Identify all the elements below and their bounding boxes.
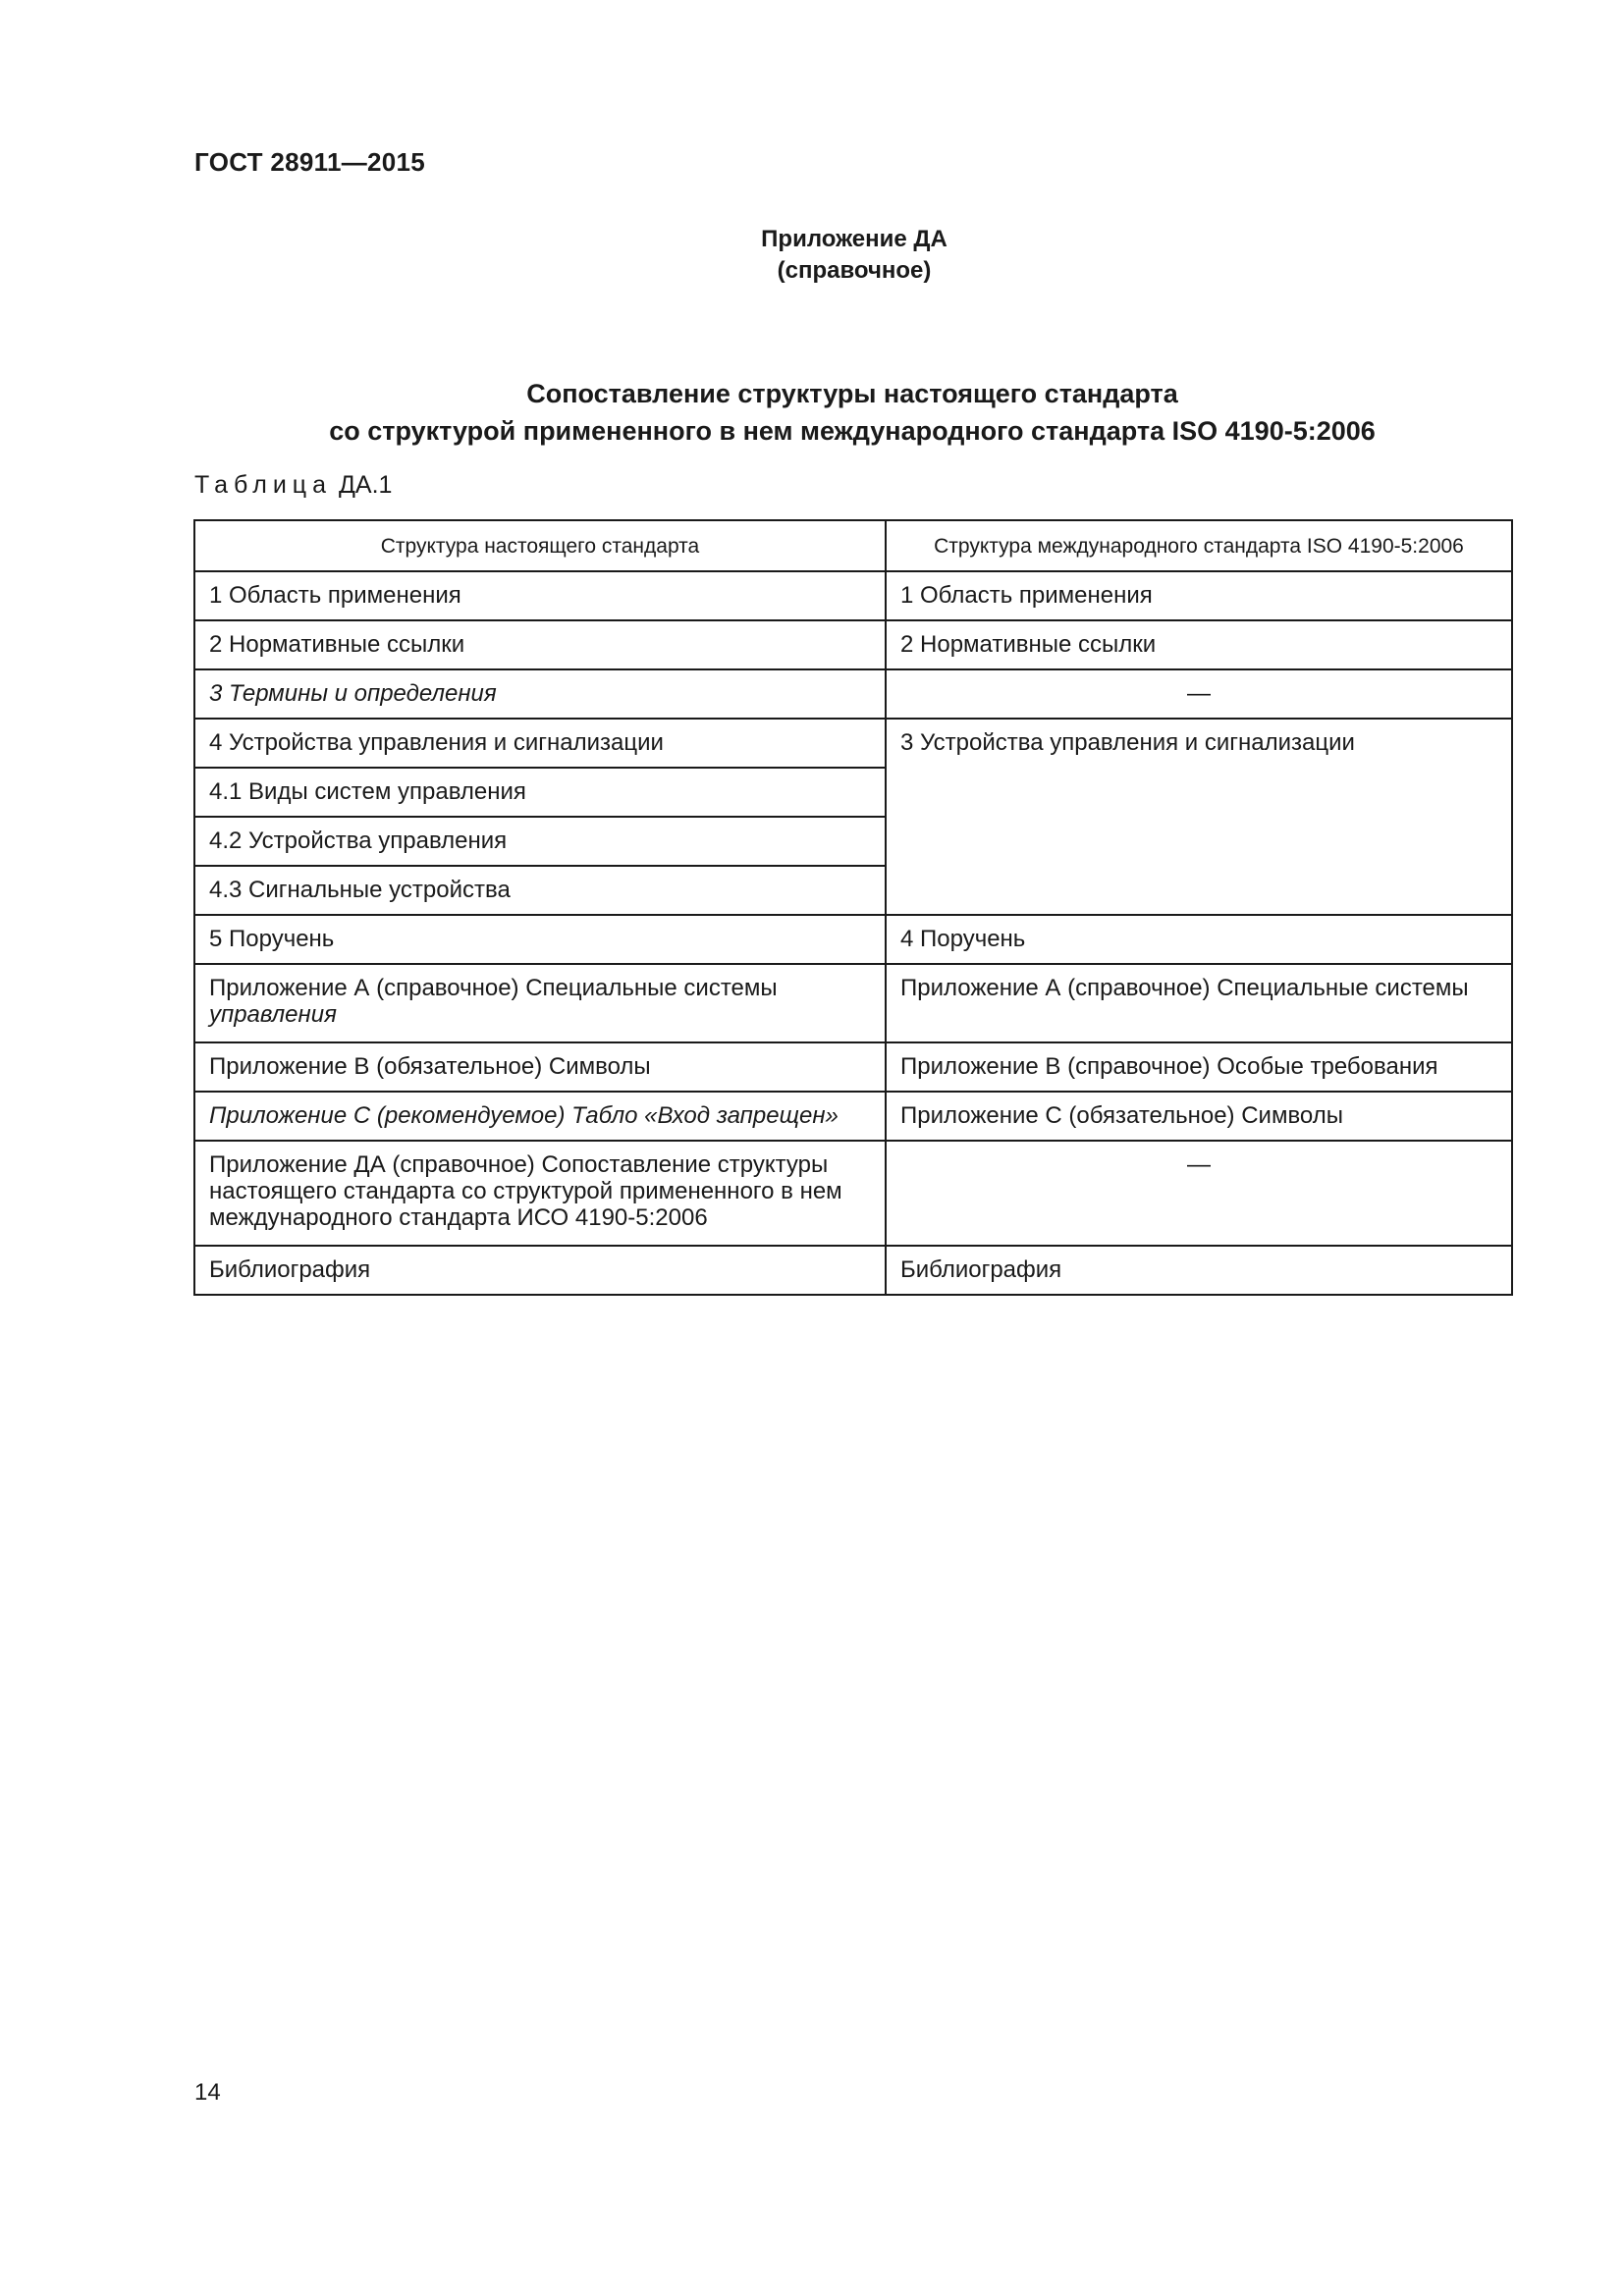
header-this-standard: Структура настоящего стандарта [194, 520, 886, 571]
cell-line: настоящего стандарта со структурой примененного в нем [209, 1178, 842, 1204]
cell-this-standard: 2 Нормативные ссылки [194, 620, 886, 669]
cell-international-standard: 4 Поручень [886, 915, 1512, 964]
cell-this-standard: Библиография [194, 1246, 886, 1295]
cell-international-standard: 1 Область применения [886, 571, 1512, 620]
cell-this-standard: 4.3 Сигнальные устройства [194, 866, 886, 915]
table-row [194, 571, 1512, 620]
header-international-standard: Структура международного стандарта ISO 4190-5:2006 [886, 520, 1512, 571]
cell-line: международного стандарта ИСО 4190-5:2006 [209, 1204, 708, 1231]
table-row [194, 669, 1512, 719]
cell-this-standard: Приложение С (рекомендуемое) Табло «Вход запрещен» [194, 1092, 886, 1141]
table-header-row [194, 520, 1512, 571]
table-caption-number: ДА.1 [338, 471, 393, 499]
cell-line: управления [209, 1001, 337, 1028]
document-code: ГОСТ 28911—2015 [194, 147, 426, 177]
cell-this-standard: 3 Термины и определения [194, 669, 886, 719]
table-title-line-2: со структурой примененного в нем международного стандарта ISO 4190-5:2006 [329, 416, 1376, 446]
cell-this-standard [194, 964, 886, 1042]
page-number: 14 [194, 2079, 221, 2106]
cell-this-standard: 4.1 Виды систем управления [194, 768, 886, 817]
table-row [194, 915, 1512, 964]
cell-this-standard: 5 Поручень [194, 915, 886, 964]
cell-international-standard: Приложение А (справочное) Специальные системы [886, 964, 1512, 1042]
table-caption-word: Таблица [194, 471, 333, 499]
appendix-heading [687, 224, 1021, 287]
table-row [194, 719, 1512, 768]
structure-comparison-table [193, 519, 1513, 1296]
cell-line: Приложение ДА (справочное) Сопоставление структуры [209, 1151, 829, 1178]
cell-international-standard: Библиография [886, 1246, 1512, 1295]
cell-international-standard: — [886, 1141, 1512, 1246]
appendix-status: (справочное) [777, 257, 932, 284]
cell-international-standard: — [886, 669, 1512, 719]
cell-this-standard: 4 Устройства управления и сигнализации [194, 719, 886, 768]
table-row [194, 620, 1512, 669]
cell-line: Приложение А (справочное) Специальные системы [209, 975, 778, 1001]
table-row [194, 1141, 1512, 1246]
table-caption [194, 471, 392, 500]
cell-international-standard: 3 Устройства управления и сигнализации [886, 719, 1512, 915]
table-row [194, 1042, 1512, 1092]
cell-this-standard: 1 Область применения [194, 571, 886, 620]
cell-international-standard: Приложение В (справочное) Особые требования [886, 1042, 1512, 1092]
cell-this-standard: 4.2 Устройства управления [194, 817, 886, 866]
table-title-line-1: Сопоставление структуры настоящего стандарта [526, 379, 1178, 408]
cell-international-standard: 2 Нормативные ссылки [886, 620, 1512, 669]
cell-this-standard [194, 1141, 886, 1246]
table-row [194, 1092, 1512, 1141]
table-row [194, 964, 1512, 1042]
cell-international-standard: Приложение С (обязательное) Символы [886, 1092, 1512, 1141]
table-title [194, 375, 1510, 450]
table-row [194, 1246, 1512, 1295]
appendix-title: Приложение ДА [761, 226, 947, 252]
cell-this-standard: Приложение В (обязательное) Символы [194, 1042, 886, 1092]
